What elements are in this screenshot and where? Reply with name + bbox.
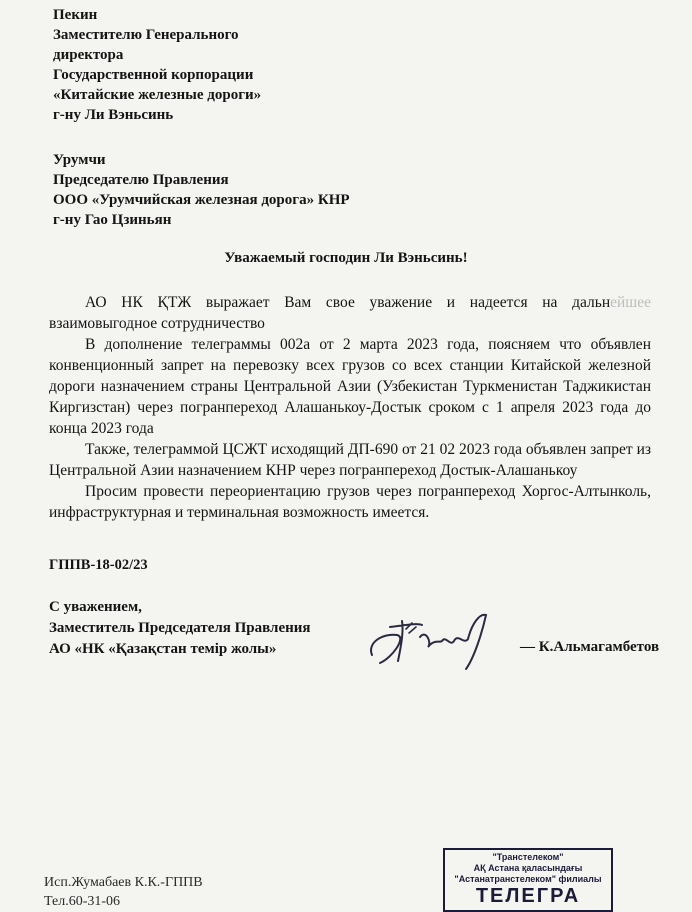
- recipient-organization: Государственной корпорации: [53, 67, 254, 83]
- recipient-name: г-ну Гао Цзиньян: [53, 212, 172, 228]
- paragraph-1: [49, 292, 651, 334]
- executor-info: [44, 873, 203, 911]
- recipient-title-line: Председателю Правления: [53, 172, 229, 188]
- telegraph-stamp: [443, 848, 613, 912]
- recipient-block-urumqi: [53, 150, 350, 230]
- executor-name: Исп.Жумабаев К.К.-ГППВ: [44, 875, 203, 890]
- recipient-city: Урумчи: [53, 152, 106, 168]
- recipient-name: г-ну Ли Вэньсинь: [53, 107, 174, 123]
- recipient-title-line: Заместителю Генерального: [53, 27, 239, 43]
- stamp-line: "Транстелеком": [492, 852, 564, 862]
- recipient-organization: «Китайские железные дороги»: [53, 87, 262, 103]
- paragraph-4: Просим провести переориентацию грузов через погранпереход Хоргос-Алтынколь, инфраструктурная и терминальная возможность имеется.: [49, 483, 651, 521]
- paragraph-1-text: АО НК ҚТЖ выражает Вам свое уважение и надеется на дальн: [85, 294, 611, 311]
- letter-body: [49, 292, 651, 523]
- salutation: Уважаемый господин Ли Вэньсинь!: [224, 250, 468, 266]
- recipient-city: Пекин: [53, 7, 98, 23]
- stamp-line: АҚ Астана қаласындағы: [473, 863, 583, 873]
- paragraph-2: В дополнение телеграммы 002а от 2 марта 2023 года, поясняем что объявлен конвенционный запрет на перевозку всех грузов со всех станции Китайской железной дороги назначением страны Центральной Азии (Узбекистан Туркменистан Таджикистан Киргизстан) через погранпереход Алашанькоу-Достык сроком с 1 апреля 2023 года до конца 2023 года: [49, 336, 651, 437]
- signer-organization: АО «НК «Қазақстан темір жолы»: [49, 641, 277, 657]
- outgoing-reference-number: ГППВ-18-02/23: [49, 557, 148, 573]
- handwritten-signature: [362, 603, 512, 673]
- executor-phone: Тел.60-31-06: [44, 894, 121, 909]
- stamp-line: "Астанатранстелеком" филиалы: [454, 874, 602, 884]
- recipient-organization: ООО «Урумчийская железная дорога» КНР: [53, 192, 350, 208]
- paragraph-1-faded-text: ейшее: [610, 294, 651, 311]
- signature-block: [49, 597, 311, 660]
- recipient-title-line: директора: [53, 47, 124, 63]
- recipient-block-beijing: [53, 5, 261, 125]
- paragraph-1-continuation: взаимовыгодное сотрудничество: [49, 315, 265, 332]
- signer-position: Заместитель Председателя Правления: [49, 620, 311, 636]
- signer-name: — К.Альмагамбетов: [520, 639, 660, 655]
- closing-phrase: С уважением,: [49, 599, 142, 615]
- paragraph-3: Также, телеграммой ЦСЖТ исходящий ДП-690 от 21 02 2023 года объявлен запрет из Центральной Азии назначением КНР через погранпереход Достык-Алашанькоу: [49, 441, 651, 479]
- stamp-title: ТЕЛЕГРА: [475, 885, 581, 907]
